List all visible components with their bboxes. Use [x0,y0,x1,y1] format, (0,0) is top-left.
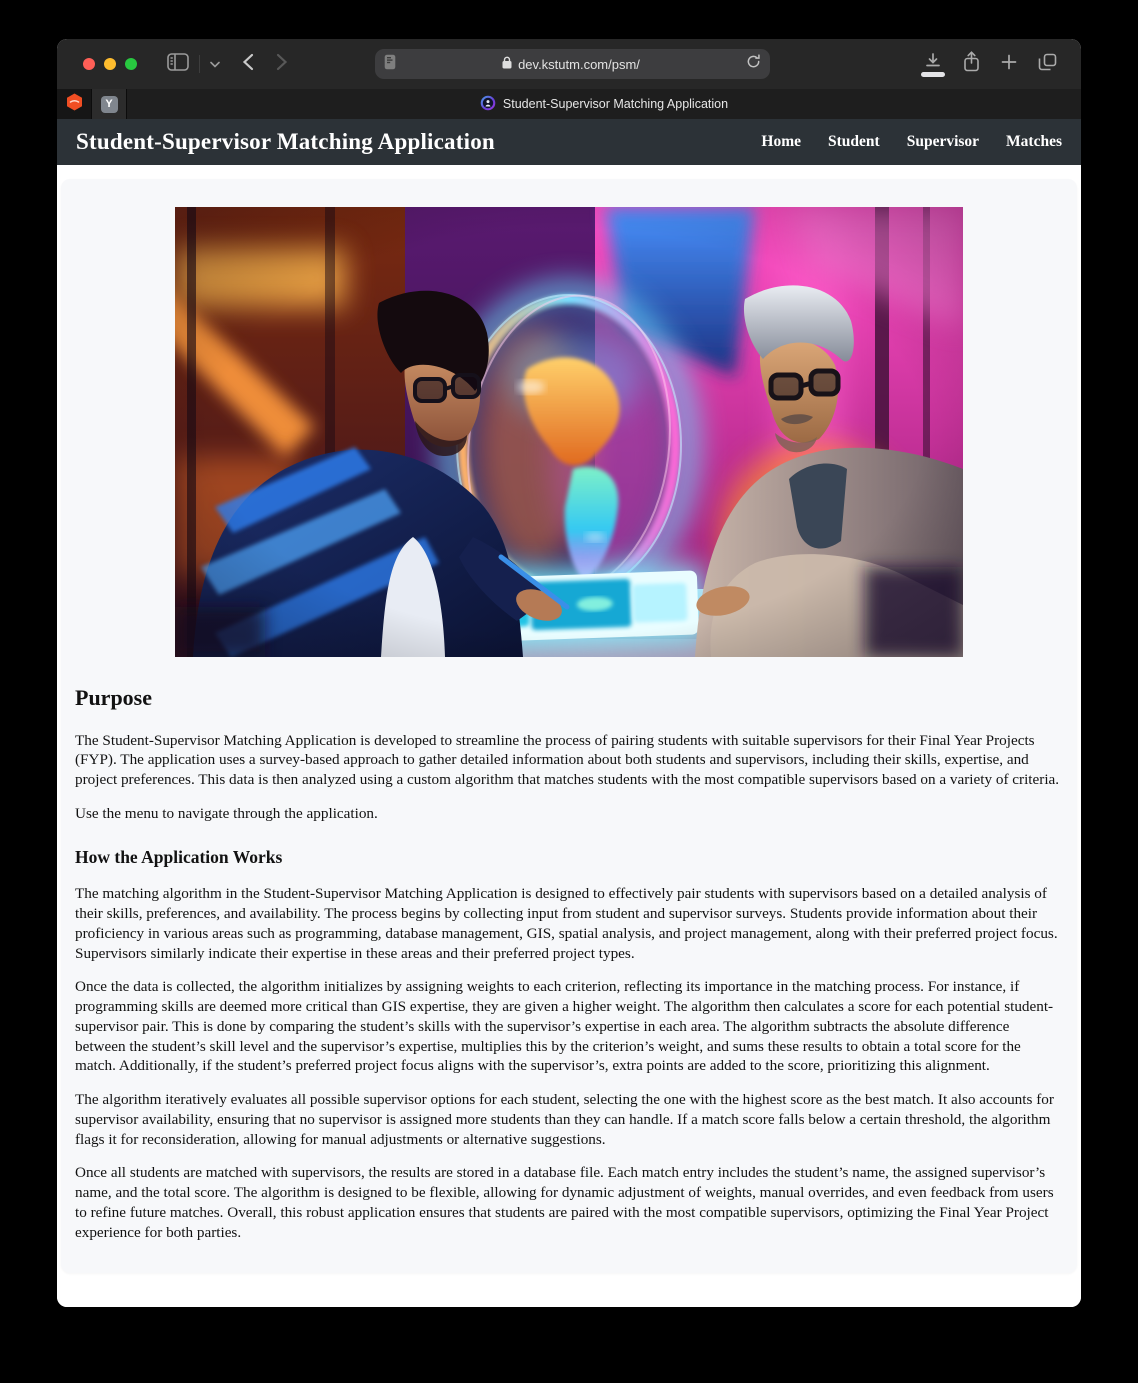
works-paragraph-3: The algorithm iteratively evaluates all possible supervisor options for each student, selecting the one with the highest score as the best match. It also accounts for supervisor availability, ensuring that no supervisor is assigned more students than they can handle. If a match score falls below a certain threshold, the algorithm flags it for reconsideration, allowing for manual adjustments or alternative suggestions. [75,1091,1054,1148]
site-brand[interactable]: Student-Supervisor Matching Application [76,129,495,154]
nav-link-student[interactable]: Student [828,133,880,150]
browser-window [57,39,1081,1307]
content-card [61,179,1077,1273]
pinned-tab-2[interactable] [92,89,126,119]
minimize-window-button[interactable] [104,58,116,70]
window-controls [83,58,137,70]
site-favicon [480,95,496,114]
works-paragraph-2: Once the data is collected, the algorithm initializes by assigning weights to each criterion, reflecting its importance in the matching process. For instance, if programming skills are deemed more critical than GIS expertise, they are given a higher weight. The algorithm then calculates a score for each potential student-supervisor pair. This is done by comparing the student’s skills with the supervisor’s expertise in each area. The algorithm subtracts the absolute difference between the student’s skill level and the supervisor’s expertise, multiplies this by the criterion’s weight, and sums these results to obtain a total score for the match. Additionally, if the student’s preferred project focus aligns with the supervisor’s, extra points are added to the score, prioritizing this alignment. [75,978,1054,1075]
zoom-window-button[interactable] [125,58,137,70]
browser-titlebar [57,39,1081,89]
works-paragraph-1: The matching algorithm in the Student-Supervisor Matching Application is designed to effectively pair students with supervisors based on a detailed analysis of their skills, preferences, and availability. The process begins by collecting input from student and supervisor surveys. Students provide information about their proficiency in various areas such as programming, database management, GIS, spatial analysis, and project management, along with their preferred project focus. Supervisors similarly indicate their expertise in these areas and their preferred project types. [75,885,1058,962]
toolbar-divider [199,55,200,73]
site-navbar [57,119,1081,165]
tab-overview-icon[interactable] [1038,53,1057,76]
purpose-heading: Purpose [75,685,152,710]
y-favicon: Y [101,96,118,113]
hero-image [175,207,963,657]
nav-link-matches[interactable]: Matches [1006,133,1062,150]
nav-link-supervisor[interactable]: Supervisor [906,133,980,150]
active-tab[interactable] [127,89,1081,119]
works-heading: How the Application Works [75,846,283,867]
reader-icon[interactable] [384,54,396,75]
download-progress-bar [921,72,945,77]
tab-bar [57,89,1081,119]
chevron-down-icon[interactable] [210,55,220,73]
works-paragraph-4: Once all students are matched with supervisors, the results are stored in a database file. Each match entry includes the student’s name, the assigned supervisor’s name, and the total score. The algorithm is designed to be flexible, allowing for dynamic adjustment of weights, manual overrides, and even feedback from users to refine future matches. Overall, this robust application ensures that students are paired with the most compatible supervisors, optimizing the Final Year Project experience for both parties. [75,1164,1054,1241]
pinned-tab-1[interactable] [57,89,91,119]
purpose-paragraph-2: Use the menu to navigate through the application. [75,804,378,822]
new-tab-icon[interactable] [1001,54,1017,75]
purpose-paragraph-1: The Student-Supervisor Matching Application is developed to streamline the process of pairing students with suitable supervisors for their Final Year Projects (FYP). The application uses a survey-based approach to gather detailed information about both students and supervisors, including their skills, expertise, and project preferences. This data is then analyzed using a custom algorithm that matches students with the most compatible supervisors based on a variety of criteria. [75,731,1060,789]
address-bar[interactable] [375,49,770,79]
page-body [57,165,1081,1307]
close-window-button[interactable] [83,58,95,70]
lock-icon [502,56,512,72]
tab-title: Student-Supervisor Matching Application [502,97,729,111]
nav-links [761,133,1062,151]
reload-icon[interactable] [746,54,761,74]
url-text[interactable]: dev.kstutm.com/psm/ [518,56,640,72]
sidebar-icon[interactable] [167,53,189,76]
nav-link-home[interactable]: Home [761,133,802,150]
forward-button[interactable] [276,53,288,76]
back-button[interactable] [242,53,254,76]
hexagon-favicon [66,93,83,116]
downloads-button[interactable] [924,53,942,75]
share-icon[interactable] [963,51,980,77]
